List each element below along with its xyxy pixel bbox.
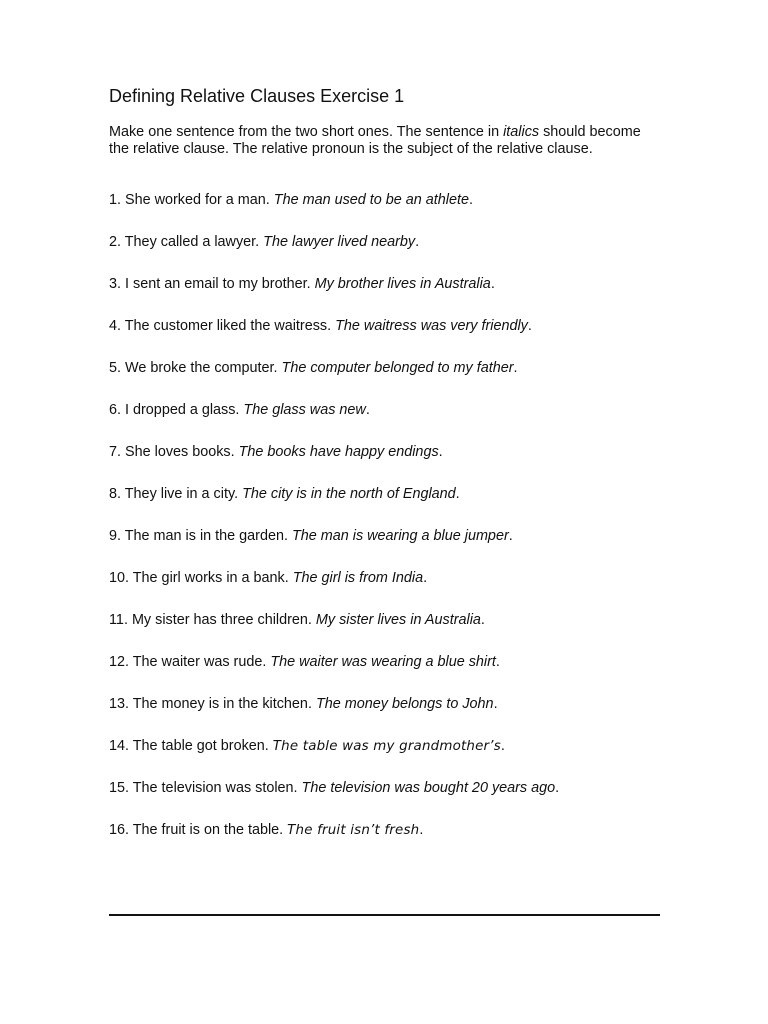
exercise-item-10: [109, 570, 669, 612]
exercise-item-14: [109, 738, 669, 780]
relative-sentence: The fruit isn’t fresh: [287, 823, 420, 838]
sentence-end: .: [508, 528, 513, 544]
exercise-item-12: [109, 654, 669, 696]
exercise-number: 15.: [109, 780, 130, 796]
instructions-text-start: Make one sentence from the two short ones. The sentence in: [109, 124, 504, 140]
sentence-end: .: [438, 444, 443, 460]
relative-sentence: The waiter was wearing a blue shirt: [270, 654, 496, 670]
exercise-number: 4.: [109, 318, 122, 334]
main-sentence: My sister has three children.: [131, 612, 312, 628]
sentence-end: .: [513, 360, 518, 376]
relative-sentence: The waitress was very friendly: [335, 318, 528, 334]
exercise-item-16: [109, 822, 669, 864]
exercise-item-6: [109, 402, 669, 444]
sentence-end: .: [365, 402, 370, 418]
sentence-end: .: [419, 822, 424, 838]
sentence-end: .: [455, 486, 460, 502]
exercise-item-1: [109, 192, 669, 234]
page-title: Defining Relative Clauses Exercise 1: [109, 86, 405, 106]
main-sentence: The girl works in a bank.: [132, 570, 289, 586]
exercise-item-5: [109, 360, 669, 402]
main-sentence: They live in a city.: [124, 486, 239, 502]
exercise-number: 12.: [109, 654, 130, 670]
main-sentence: She worked for a man.: [125, 192, 270, 208]
exercise-number: 10.: [109, 570, 130, 586]
footer-divider: [109, 914, 660, 916]
exercise-item-8: [109, 486, 669, 528]
exercise-number: 6.: [109, 402, 122, 418]
exercise-item-3: [109, 276, 669, 318]
relative-sentence: The computer belonged to my father: [281, 360, 514, 376]
sentence-end: .: [469, 192, 474, 208]
sentence-end: .: [500, 738, 505, 754]
main-sentence: I dropped a glass.: [125, 402, 240, 418]
main-sentence: The table got broken.: [132, 738, 269, 754]
relative-sentence: The man used to be an athlete: [273, 192, 470, 208]
exercise-item-4: [109, 318, 669, 360]
main-sentence: The customer liked the waitress.: [124, 318, 332, 334]
main-sentence: The television was stolen.: [132, 780, 298, 796]
exercise-number: 2.: [109, 234, 122, 250]
main-sentence: The money is in the kitchen.: [132, 696, 312, 712]
relative-sentence: The city is in the north of England: [242, 486, 456, 502]
instructions-text-end: should become the relative clause. The relative pronoun is the subject of the relative clause.: [109, 124, 641, 157]
relative-sentence: The lawyer lived nearby: [263, 234, 416, 250]
relative-sentence: The table was my grandmother’s: [272, 739, 501, 754]
sentence-end: .: [423, 570, 428, 586]
exercise-number: 13.: [109, 696, 130, 712]
main-sentence: I sent an email to my brother.: [125, 276, 311, 292]
exercise-list: [109, 192, 669, 864]
exercise-item-2: [109, 234, 669, 276]
exercise-number: 1.: [109, 192, 122, 208]
exercise-number: 11.: [109, 612, 128, 628]
exercise-item-13: [109, 696, 669, 738]
sentence-end: .: [493, 696, 498, 712]
main-sentence: The waiter was rude.: [132, 654, 267, 670]
instructions: [109, 124, 649, 158]
relative-sentence: The books have happy endings: [238, 444, 439, 460]
exercise-number: 14.: [109, 738, 130, 754]
sentence-end: .: [555, 780, 560, 796]
exercise-number: 16.: [109, 822, 130, 838]
exercise-number: 7.: [109, 444, 122, 460]
exercise-item-11: [109, 612, 669, 654]
exercise-item-15: [109, 780, 669, 822]
sentence-end: .: [495, 654, 500, 670]
sentence-end: .: [415, 234, 420, 250]
relative-sentence: My brother lives in Australia: [314, 276, 491, 292]
exercise-number: 5.: [109, 360, 122, 376]
exercise-number: 9.: [109, 528, 122, 544]
instructions-italic-word: italics: [503, 124, 540, 140]
main-sentence: The man is in the garden.: [124, 528, 288, 544]
main-sentence: They called a lawyer.: [124, 234, 260, 250]
exercise-item-9: [109, 528, 669, 570]
main-sentence: The fruit is on the table.: [132, 822, 284, 838]
main-sentence: She loves books.: [125, 444, 235, 460]
exercise-number: 8.: [109, 486, 122, 502]
relative-sentence: The glass was new: [243, 402, 366, 418]
sentence-end: .: [490, 276, 495, 292]
exercise-item-7: [109, 444, 669, 486]
relative-sentence: The man is wearing a blue jumper: [291, 528, 509, 544]
sentence-end: .: [480, 612, 485, 628]
sentence-end: .: [527, 318, 532, 334]
relative-sentence: The girl is from India: [292, 570, 424, 586]
main-sentence: We broke the computer.: [125, 360, 278, 376]
relative-sentence: The money belongs to John: [315, 696, 494, 712]
exercise-number: 3.: [109, 276, 122, 292]
relative-sentence: My sister lives in Australia: [315, 612, 481, 628]
relative-sentence: The television was bought 20 years ago: [301, 780, 556, 796]
